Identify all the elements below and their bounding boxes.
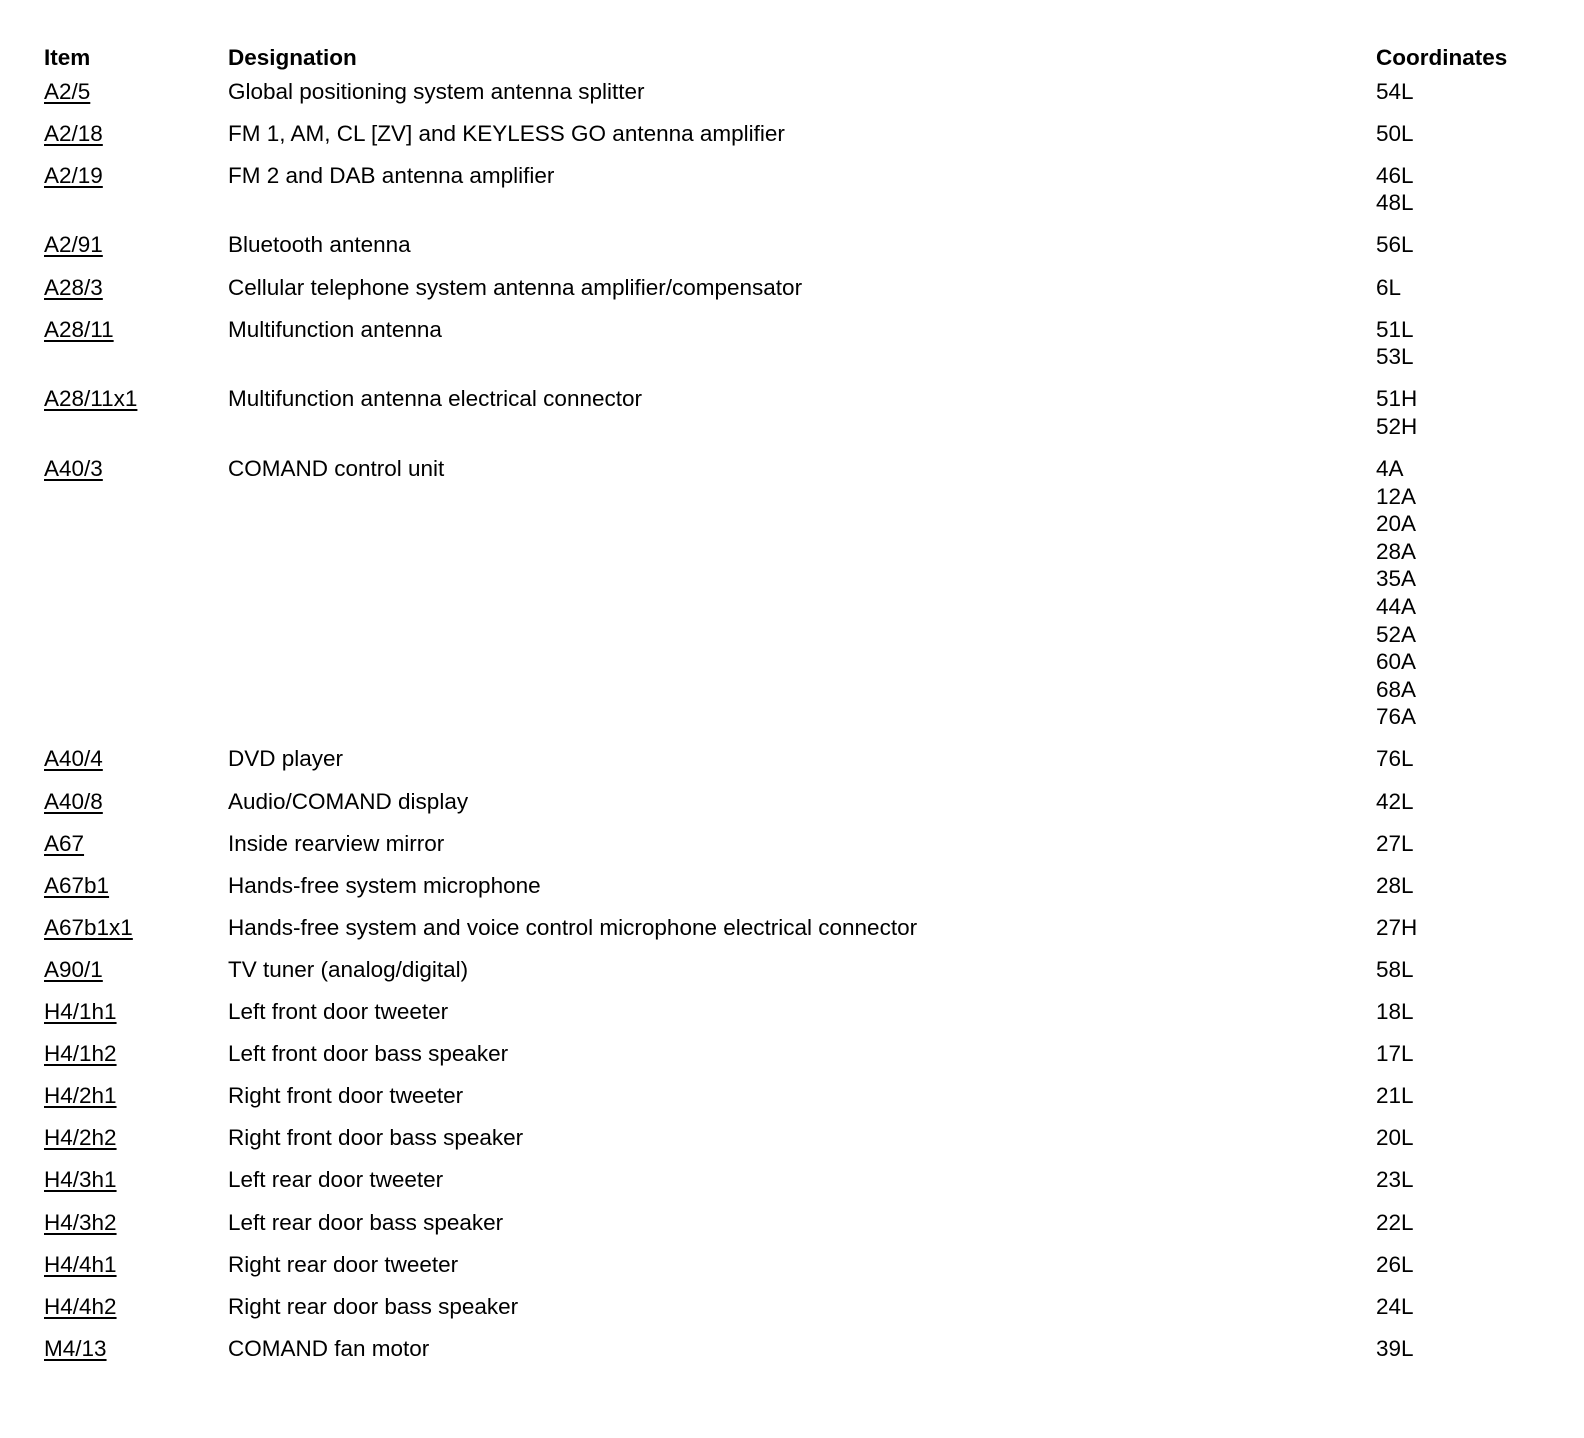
item-cell	[44, 998, 228, 1040]
designation-cell: Bluetooth antenna	[228, 232, 411, 258]
table-row	[44, 1251, 1526, 1293]
designation-cell: Global positioning system antenna splitter	[228, 78, 645, 104]
table-row	[44, 1335, 1526, 1377]
coordinates-cell	[1376, 1124, 1526, 1166]
coordinates-cell	[1376, 78, 1526, 120]
item-cell	[44, 385, 228, 455]
item-cell	[44, 956, 228, 998]
coordinate-value: 51H	[1376, 386, 1418, 412]
table-row	[44, 1166, 1526, 1208]
coordinates-cell	[1376, 316, 1526, 386]
item-cell	[44, 1166, 228, 1208]
item-link[interactable]: H4/1h1	[44, 999, 117, 1025]
item-column-header: Item	[44, 45, 91, 70]
table-row	[44, 274, 1526, 316]
table-row	[44, 830, 1526, 872]
coordinate-value: 20L	[1376, 1125, 1414, 1151]
item-link[interactable]: A28/11x1	[44, 386, 138, 412]
table-row	[44, 1040, 1526, 1082]
item-link[interactable]: A28/3	[44, 274, 103, 300]
coordinate-value: 6L	[1376, 274, 1402, 300]
coordinate-value: 51L	[1376, 316, 1414, 342]
item-cell	[44, 914, 228, 956]
item-cell	[44, 1040, 228, 1082]
item-link[interactable]: H4/4h2	[44, 1293, 117, 1319]
coordinate-value: 58L	[1376, 956, 1414, 982]
item-link[interactable]: A67b1	[44, 872, 110, 898]
item-cell	[44, 120, 228, 162]
table-row	[44, 914, 1526, 956]
coordinate-value: 48L	[1376, 190, 1414, 216]
coordinate-value: 4A	[1376, 456, 1404, 482]
coordinate-value: 18L	[1376, 999, 1414, 1025]
item-cell	[44, 745, 228, 787]
item-cell	[44, 316, 228, 386]
coordinate-value: 56L	[1376, 232, 1414, 258]
coordinate-value: 21L	[1376, 1083, 1414, 1109]
coordinate-value: 27L	[1376, 830, 1414, 856]
coordinate-value: 24L	[1376, 1293, 1414, 1319]
coordinates-cell	[1376, 1251, 1526, 1293]
designation-cell: Multifunction antenna electrical connector	[228, 386, 642, 412]
coordinate-value: 22L	[1376, 1209, 1414, 1235]
table-row	[44, 162, 1526, 232]
designation-cell: Hands-free system microphone	[228, 872, 541, 898]
item-cell	[44, 1124, 228, 1166]
table-row	[44, 1293, 1526, 1335]
item-link[interactable]: A67	[44, 830, 85, 856]
coordinate-value: 60A	[1376, 649, 1417, 675]
item-cell	[44, 78, 228, 120]
coordinates-cell	[1376, 1335, 1526, 1377]
table-row	[44, 1209, 1526, 1251]
coordinate-value: 26L	[1376, 1251, 1414, 1277]
coordinates-cell	[1376, 872, 1526, 914]
designation-cell: Cellular telephone system antenna amplifier/compensator	[228, 274, 803, 300]
table-row	[44, 1082, 1526, 1124]
table-row	[44, 788, 1526, 830]
item-cell	[44, 162, 228, 232]
designation-cell: Left rear door tweeter	[228, 1167, 444, 1193]
item-link[interactable]: H4/3h1	[44, 1167, 117, 1193]
designation-cell: Multifunction antenna	[228, 316, 442, 342]
coordinates-cell	[1376, 274, 1526, 316]
designation-cell: COMAND control unit	[228, 456, 445, 482]
coordinates-cell	[1376, 1040, 1526, 1082]
item-link[interactable]: H4/1h2	[44, 1041, 117, 1067]
designation-cell: COMAND fan motor	[228, 1335, 430, 1361]
item-link[interactable]: A40/4	[44, 746, 103, 772]
designation-cell: Right rear door bass speaker	[228, 1293, 519, 1319]
coordinates-cell	[1376, 956, 1526, 998]
item-link[interactable]: A67b1x1	[44, 914, 133, 940]
coordinate-value: 76L	[1376, 746, 1414, 772]
designation-column-header: Designation	[228, 45, 357, 70]
table-row	[44, 78, 1526, 120]
designation-cell: Right rear door tweeter	[228, 1251, 459, 1277]
item-cell	[44, 830, 228, 872]
designation-cell: Inside rearview mirror	[228, 830, 445, 856]
table-row	[44, 455, 1526, 745]
legend-body	[44, 78, 1526, 1377]
coordinates-cell	[1376, 385, 1526, 455]
designation-cell: TV tuner (analog/digital)	[228, 956, 469, 982]
coordinates-cell	[1376, 1209, 1526, 1251]
coordinate-value: 27H	[1376, 914, 1418, 940]
designation-cell: DVD player	[228, 746, 344, 772]
coordinates-cell	[1376, 788, 1526, 830]
table-row	[44, 385, 1526, 455]
coordinates-cell	[1376, 998, 1526, 1040]
coordinate-value: 54L	[1376, 78, 1414, 104]
item-cell	[44, 1335, 228, 1377]
designation-cell: Audio/COMAND display	[228, 788, 469, 814]
coordinate-value: 42L	[1376, 788, 1414, 814]
designation-cell: Hands-free system and voice control microphone electrical connector	[228, 914, 918, 940]
coordinate-value: 28L	[1376, 872, 1414, 898]
coordinates-cell	[1376, 1082, 1526, 1124]
table-row	[44, 231, 1526, 273]
item-cell	[44, 274, 228, 316]
coordinate-value: 12A	[1376, 483, 1417, 509]
coordinate-value: 52A	[1376, 621, 1417, 647]
designation-cell: Left front door tweeter	[228, 999, 449, 1025]
coordinates-cell	[1376, 120, 1526, 162]
coordinates-cell	[1376, 162, 1526, 232]
coordinates-cell	[1376, 914, 1526, 956]
coordinate-value: 46L	[1376, 162, 1414, 188]
coordinates-cell	[1376, 455, 1526, 745]
coordinates-cell	[1376, 830, 1526, 872]
coordinate-value: 52H	[1376, 413, 1418, 439]
coordinate-value: 28A	[1376, 538, 1417, 564]
item-cell	[44, 1082, 228, 1124]
item-link[interactable]: A40/8	[44, 788, 103, 814]
component-legend-table	[44, 44, 1526, 1377]
coordinates-cell	[1376, 1166, 1526, 1208]
header-row	[44, 44, 1526, 78]
item-link[interactable]: A40/3	[44, 456, 103, 482]
item-cell	[44, 872, 228, 914]
coordinate-value: 68A	[1376, 676, 1417, 702]
item-link[interactable]: H4/2h1	[44, 1083, 117, 1109]
item-cell	[44, 1209, 228, 1251]
item-cell	[44, 1251, 228, 1293]
table-row	[44, 998, 1526, 1040]
item-link[interactable]: A28/11	[44, 316, 114, 342]
item-link[interactable]: H4/4h1	[44, 1251, 117, 1277]
coordinates-cell	[1376, 745, 1526, 787]
designation-cell: Right front door tweeter	[228, 1083, 464, 1109]
item-cell	[44, 788, 228, 830]
coordinate-value: 44A	[1376, 594, 1417, 619]
item-cell	[44, 455, 228, 745]
table-row	[44, 120, 1526, 162]
designation-cell: Left rear door bass speaker	[228, 1209, 504, 1235]
item-link[interactable]: A2/19	[44, 162, 103, 188]
coordinate-value: 20A	[1376, 511, 1417, 537]
coordinate-value: 39L	[1376, 1335, 1414, 1361]
coordinate-value: 23L	[1376, 1167, 1414, 1193]
item-link[interactable]: A90/1	[44, 956, 103, 982]
coordinates-cell	[1376, 231, 1526, 273]
coordinate-value: 53L	[1376, 344, 1414, 370]
designation-cell: FM 2 and DAB antenna amplifier	[228, 162, 555, 188]
designation-cell: FM 1, AM, CL [ZV] and KEYLESS GO antenna amplifier	[228, 120, 785, 146]
table-row	[44, 872, 1526, 914]
item-link[interactable]: A2/5	[44, 78, 91, 104]
coordinate-value: 17L	[1376, 1041, 1414, 1067]
designation-cell: Left front door bass speaker	[228, 1041, 509, 1067]
coordinate-value: 50L	[1376, 120, 1414, 146]
coordinates-cell	[1376, 1293, 1526, 1335]
item-link[interactable]: A2/91	[44, 232, 103, 258]
coordinates-column-header: Coordinates	[1376, 45, 1508, 70]
table-row	[44, 316, 1526, 386]
item-link[interactable]: M4/13	[44, 1335, 107, 1361]
item-cell	[44, 1293, 228, 1335]
item-cell	[44, 231, 228, 273]
table-row	[44, 745, 1526, 787]
table-row	[44, 956, 1526, 998]
table-row	[44, 1124, 1526, 1166]
coordinate-value: 35A	[1376, 566, 1417, 592]
item-link[interactable]: A2/18	[44, 120, 103, 146]
item-link[interactable]: H4/3h2	[44, 1209, 117, 1235]
coordinate-value: 76A	[1376, 704, 1417, 730]
designation-cell: Right front door bass speaker	[228, 1125, 524, 1151]
item-link[interactable]: H4/2h2	[44, 1125, 117, 1151]
